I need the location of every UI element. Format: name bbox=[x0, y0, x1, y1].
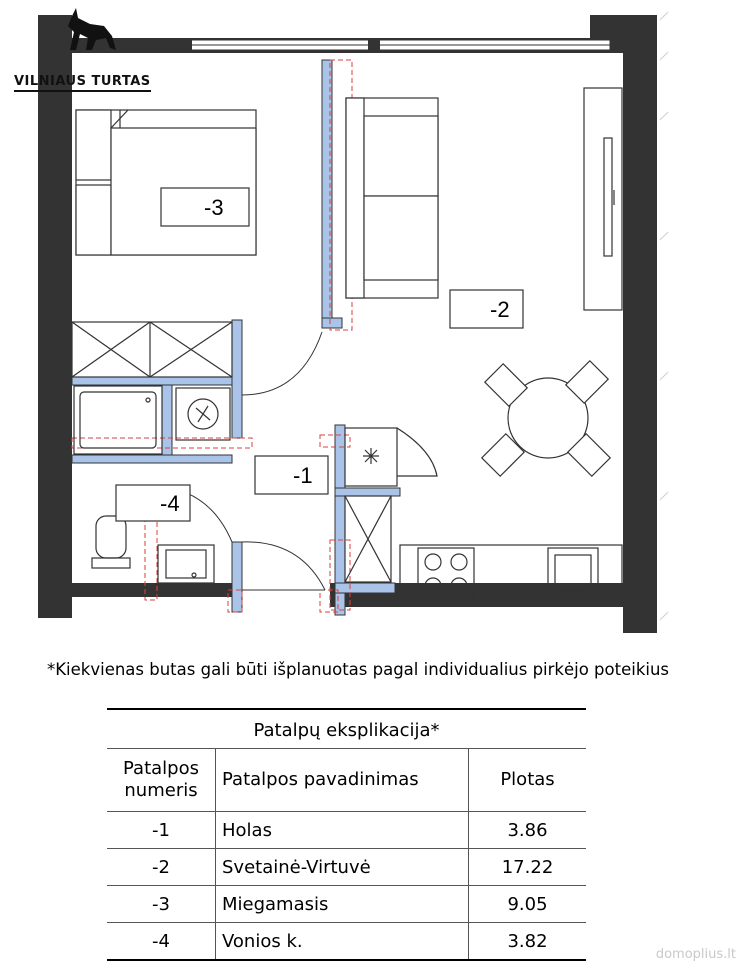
table-title: Patalpų eksplikacija* bbox=[107, 709, 586, 749]
header-area: Plotas bbox=[469, 749, 587, 812]
table-row bbox=[107, 812, 586, 849]
row-number: -2 bbox=[107, 849, 216, 886]
wall-left bbox=[38, 15, 72, 618]
wall-right bbox=[623, 15, 657, 633]
storage bbox=[345, 428, 437, 582]
wolf-icon bbox=[68, 8, 116, 50]
room-label-2: -2 bbox=[490, 297, 510, 322]
row-name: Miegamasis bbox=[216, 886, 469, 923]
room-label-3: -3 bbox=[204, 195, 224, 220]
room-label-4: -4 bbox=[160, 491, 180, 516]
row-area: 3.86 bbox=[469, 812, 587, 849]
row-number: -3 bbox=[107, 886, 216, 923]
wardrobe bbox=[72, 322, 232, 377]
row-area: 3.82 bbox=[469, 923, 587, 961]
table-row bbox=[107, 849, 586, 886]
watermark: domoplius.lt bbox=[655, 947, 736, 962]
layout-note: *Kiekvienas butas gali būti išplanuotas pagal individualius pirkėjo poteikius bbox=[46, 660, 670, 679]
row-name: Vonios k. bbox=[216, 923, 469, 961]
room-box-2 bbox=[450, 290, 523, 328]
row-name: Svetainė-Virtuvė bbox=[216, 849, 469, 886]
toilet bbox=[92, 516, 130, 568]
washing-machine bbox=[176, 388, 230, 440]
bathtub bbox=[74, 386, 162, 454]
header-number: Patalpos numeris bbox=[107, 749, 216, 812]
row-name: Holas bbox=[216, 812, 469, 849]
room-explication-table bbox=[107, 708, 586, 961]
wall-bottom bbox=[72, 583, 232, 597]
row-area: 17.22 bbox=[469, 849, 587, 886]
header-name: Patalpos pavadinimas bbox=[216, 749, 469, 812]
room-label-1: -1 bbox=[293, 463, 313, 488]
room-box-1 bbox=[255, 456, 328, 494]
row-number: -1 bbox=[107, 812, 216, 849]
table-row bbox=[107, 886, 586, 923]
table-row bbox=[107, 923, 586, 961]
partition-bath-top bbox=[72, 377, 232, 385]
row-number: -4 bbox=[107, 923, 216, 961]
row-area: 9.05 bbox=[469, 886, 587, 923]
sink bbox=[158, 545, 214, 583]
bed bbox=[76, 110, 256, 255]
sofa bbox=[346, 98, 438, 298]
dining-table bbox=[482, 361, 610, 476]
brand-name: VILNIAUS TURTAS bbox=[14, 74, 151, 92]
tv-shelf bbox=[584, 88, 622, 310]
